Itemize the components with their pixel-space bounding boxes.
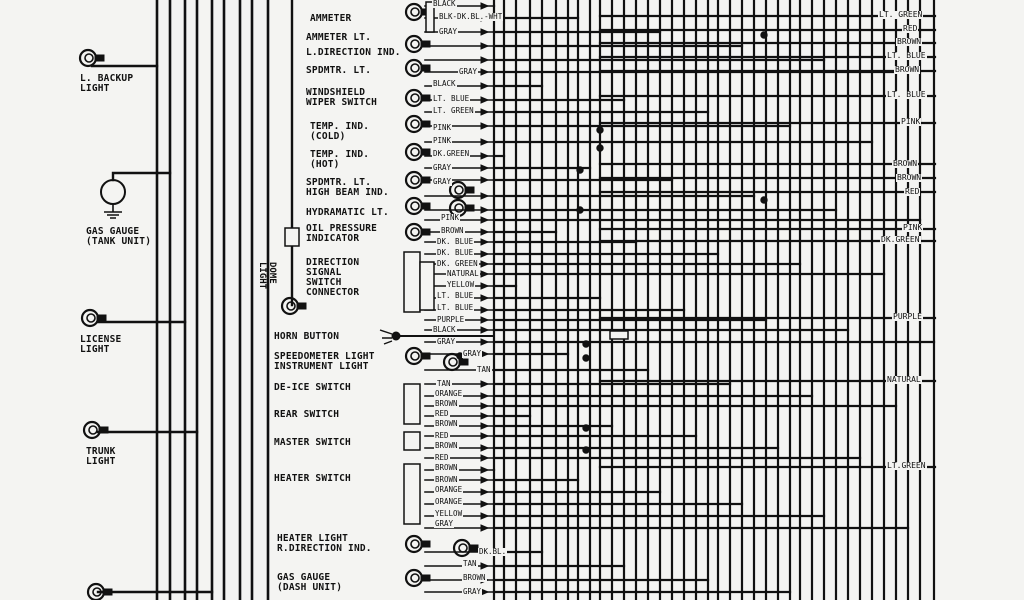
- wire-color-label: BROWN: [441, 226, 464, 235]
- wire-arrow: [481, 139, 488, 145]
- component-label: MASTER SWITCH: [274, 437, 351, 448]
- component-label: AMMETER: [310, 13, 352, 24]
- component-label: DIRECTION SIGNAL SWITCH CONNECTOR: [306, 257, 360, 298]
- wire-arrow: [481, 177, 488, 183]
- wire-arrow: [481, 153, 488, 159]
- wire-arrow: [481, 307, 488, 313]
- right-wire-color-label: NATURAL: [887, 375, 921, 384]
- wire-arrow: [481, 525, 488, 531]
- direction-signal-connector-block: [404, 252, 420, 312]
- wire-arrow: [481, 403, 488, 409]
- wire-arrow: [481, 69, 488, 75]
- wire-color-label: LT. BLUE: [437, 303, 474, 312]
- wire-arrow: [481, 261, 488, 267]
- component-label: HYDRAMATIC LT.: [306, 207, 389, 218]
- right-wire-color-label: BROWN: [897, 37, 922, 46]
- left-component-label: LICENSE LIGHT: [80, 334, 122, 355]
- right-wire-color-label: RED: [903, 24, 918, 33]
- right-wire-color-label: BROWN: [897, 173, 922, 182]
- wire-arrow: [481, 513, 488, 519]
- component-label: L.DIRECTION IND.: [306, 47, 401, 58]
- component-label: SPDMTR. LT.: [306, 65, 372, 76]
- component-label: DE-ICE SWITCH: [274, 382, 351, 393]
- component-label: AMMETER LT.: [306, 32, 372, 43]
- wire-arrow: [481, 445, 488, 451]
- component-label: HEATER SWITCH: [274, 473, 351, 484]
- wire-color-label: YELLOW: [435, 509, 463, 518]
- wire-arrow: [481, 3, 488, 9]
- de-ice-switch-block: [404, 384, 420, 424]
- wire-color-label: TAN: [437, 379, 451, 388]
- trunk-light-bulb-icon: [84, 422, 108, 438]
- wire-color-label: GRAY: [463, 587, 482, 596]
- wire-color-label: DK. BLUE: [437, 237, 474, 246]
- wire-arrow: [481, 563, 488, 569]
- wire-arrow: [481, 83, 488, 89]
- instrument-bulb-icon: [406, 536, 430, 552]
- wire-arrow: [481, 29, 488, 35]
- wire-arrow: [481, 271, 488, 277]
- wire-color-label: GRAY: [439, 27, 458, 36]
- instrument-bulb-icon: [406, 90, 430, 106]
- right-wire-color-label: RED: [905, 187, 920, 196]
- right-wire-color-label: PINK: [901, 117, 921, 126]
- wire-color-label: ORANGE: [435, 485, 463, 494]
- backup-light-bulb-icon: [80, 50, 104, 66]
- gas-tank-unit-icon: [101, 180, 125, 218]
- tank-unit-wire: [113, 173, 170, 180]
- component-label: TEMP. IND. (COLD): [310, 121, 370, 142]
- wire-arrow: [481, 109, 488, 115]
- junction-dot: [583, 425, 589, 431]
- wire-color-label: PURPLE: [437, 315, 465, 324]
- junction-dot: [577, 167, 583, 173]
- wire-color-label: BROWN: [435, 419, 458, 428]
- wire-color-label: ORANGE: [435, 497, 463, 506]
- heater-bulb-icon: [454, 540, 478, 556]
- junction-dot: [583, 341, 589, 347]
- wire-color-label: PINK: [433, 123, 452, 132]
- wire-arrow: [481, 207, 488, 213]
- wire-arrow: [481, 57, 488, 63]
- wire-arrow: [481, 327, 488, 333]
- wire-color-label: RED: [435, 431, 449, 440]
- wire-color-label: DK. GREEN: [437, 259, 478, 268]
- wire-color-label: BROWN: [435, 463, 458, 472]
- right-wire-color-label: LT.GREEN: [887, 461, 926, 470]
- right-wire-color-label: DK.GREEN: [881, 235, 920, 244]
- instrument-bulb-icon: [406, 116, 430, 132]
- wire-color-label: LT. BLUE: [437, 291, 474, 300]
- wire-color-label: RED: [435, 409, 449, 418]
- wire-color-label: PINK: [441, 213, 460, 222]
- right-wire-color-label: LT. GREEN: [879, 10, 923, 19]
- instrument-bulb-icon: [406, 570, 430, 586]
- instrument-bulb-icon: [406, 60, 430, 76]
- wire-arrow: [481, 423, 488, 429]
- right-wire-color-label: LT. BLUE: [887, 51, 926, 60]
- heater-switch-block: [404, 464, 420, 524]
- dome-light-label: DOME LIGHT: [257, 262, 277, 290]
- right-wire-color-label: PURPLE: [893, 312, 922, 321]
- wire-arrow: [481, 381, 488, 387]
- wire-color-label: NATURAL: [447, 269, 479, 278]
- component-label: HEATER LIGHT R.DIRECTION IND.: [277, 533, 372, 554]
- wire-color-label: DK. BLUE: [437, 248, 474, 257]
- instrument-bulb-icon: [406, 36, 430, 52]
- wire-arrow: [481, 283, 488, 289]
- wire-arrow: [481, 317, 488, 323]
- instrument-bulb-icon: [406, 144, 430, 160]
- wire-arrow: [481, 229, 488, 235]
- inline-resistor: [610, 331, 628, 339]
- wire-color-label: BROWN: [463, 573, 486, 582]
- direction-signal-connector-block: [420, 262, 434, 310]
- component-label: WINDSHIELD WIPER SWITCH: [306, 87, 378, 108]
- instrument-bulb-icon: [406, 224, 430, 240]
- wire-arrow: [481, 433, 488, 439]
- wire-arrow: [481, 413, 488, 419]
- instrument-bulb-icon: [406, 348, 430, 364]
- master-switch-block: [404, 432, 420, 450]
- wire-color-label: YELLOW: [447, 280, 475, 289]
- junction-dot: [761, 32, 767, 38]
- dome-light-connector: [285, 228, 299, 246]
- wire-color-label: BLACK: [433, 79, 456, 88]
- left-component-label: L. BACKUP LIGHT: [80, 73, 134, 94]
- wire-color-label: DK.BL.: [479, 547, 507, 556]
- wire-color-label: GRAY: [459, 67, 478, 76]
- horn-button-icon: [380, 330, 400, 344]
- wire-color-label: BROWN: [435, 475, 458, 484]
- wire-color-label: BROWN: [435, 399, 458, 408]
- left-component-label: GAS GAUGE (TANK UNIT): [86, 226, 152, 247]
- wire-color-label: DK.GREEN: [433, 149, 470, 158]
- instrument-bulb-icon: [406, 198, 430, 214]
- wire-arrow: [481, 239, 488, 245]
- junction-dot: [597, 145, 603, 151]
- left-component-label: TRUNK LIGHT: [86, 446, 116, 467]
- wire-arrow: [481, 477, 488, 483]
- junction-dot: [577, 207, 583, 213]
- wire-color-label: GRAY: [433, 177, 452, 186]
- component-label: HORN BUTTON: [274, 331, 340, 342]
- wire-color-label: LT. GREEN: [433, 106, 474, 115]
- wire-arrow: [481, 193, 488, 199]
- wire-color-label: GRAY: [435, 519, 454, 528]
- wire-color-label: TAN: [463, 559, 477, 568]
- wire-color-label: TAN: [477, 365, 491, 374]
- wire-arrow: [481, 43, 488, 49]
- wire-arrow: [481, 467, 488, 473]
- dome-light-bulb-icon: [282, 298, 306, 314]
- right-wire-color-label: PINK: [903, 223, 923, 232]
- wire-arrow: [481, 251, 488, 257]
- license-light-bulb-icon: [82, 310, 106, 326]
- wire-arrow: [481, 217, 488, 223]
- wire-color-label: BLK-DK.BL.-WHT: [439, 12, 503, 21]
- component-label: OIL PRESSURE INDICATOR: [306, 223, 378, 244]
- wire-arrow: [481, 295, 488, 301]
- wire-arrow: [481, 393, 488, 399]
- component-label: GAS GAUGE (DASH UNIT): [277, 572, 343, 593]
- wire-color-label: BROWN: [435, 441, 458, 450]
- junction-dot: [583, 447, 589, 453]
- wire-arrow: [481, 339, 488, 345]
- wire-color-label: GRAY: [463, 349, 482, 358]
- component-label: SPDMTR. LT. HIGH BEAM IND.: [306, 177, 389, 198]
- wire-color-label: GRAY: [433, 163, 452, 172]
- junction-dot: [597, 127, 603, 133]
- junction-dot: [761, 197, 767, 203]
- component-label: SPEEDOMETER LIGHT INSTRUMENT LIGHT: [274, 351, 375, 372]
- wire-arrow: [481, 123, 488, 129]
- wire-arrow: [481, 97, 488, 103]
- wire-arrow: [481, 501, 488, 507]
- instrument-bulb-icon: [406, 172, 430, 188]
- wire-color-label: RED: [435, 453, 449, 462]
- wire-color-label: BLACK: [433, 0, 456, 8]
- junction-dot: [583, 355, 589, 361]
- right-wire-color-label: LT. BLUE: [887, 90, 926, 99]
- component-label: TEMP. IND. (HOT): [310, 149, 370, 170]
- wire-color-label: BLACK: [433, 325, 456, 334]
- wire-arrow: [481, 165, 488, 171]
- wire-arrow: [481, 489, 488, 495]
- right-wire-color-label: BROWN: [895, 65, 920, 74]
- component-label: REAR SWITCH: [274, 409, 340, 420]
- wire-color-label: PINK: [433, 136, 452, 145]
- wire-color-label: ORANGE: [435, 389, 463, 398]
- wire-color-label: LT. BLUE: [433, 94, 470, 103]
- wire-arrow: [481, 455, 488, 461]
- wire-color-label: GRAY: [437, 337, 456, 346]
- right-wire-color-label: BROWN: [893, 159, 918, 168]
